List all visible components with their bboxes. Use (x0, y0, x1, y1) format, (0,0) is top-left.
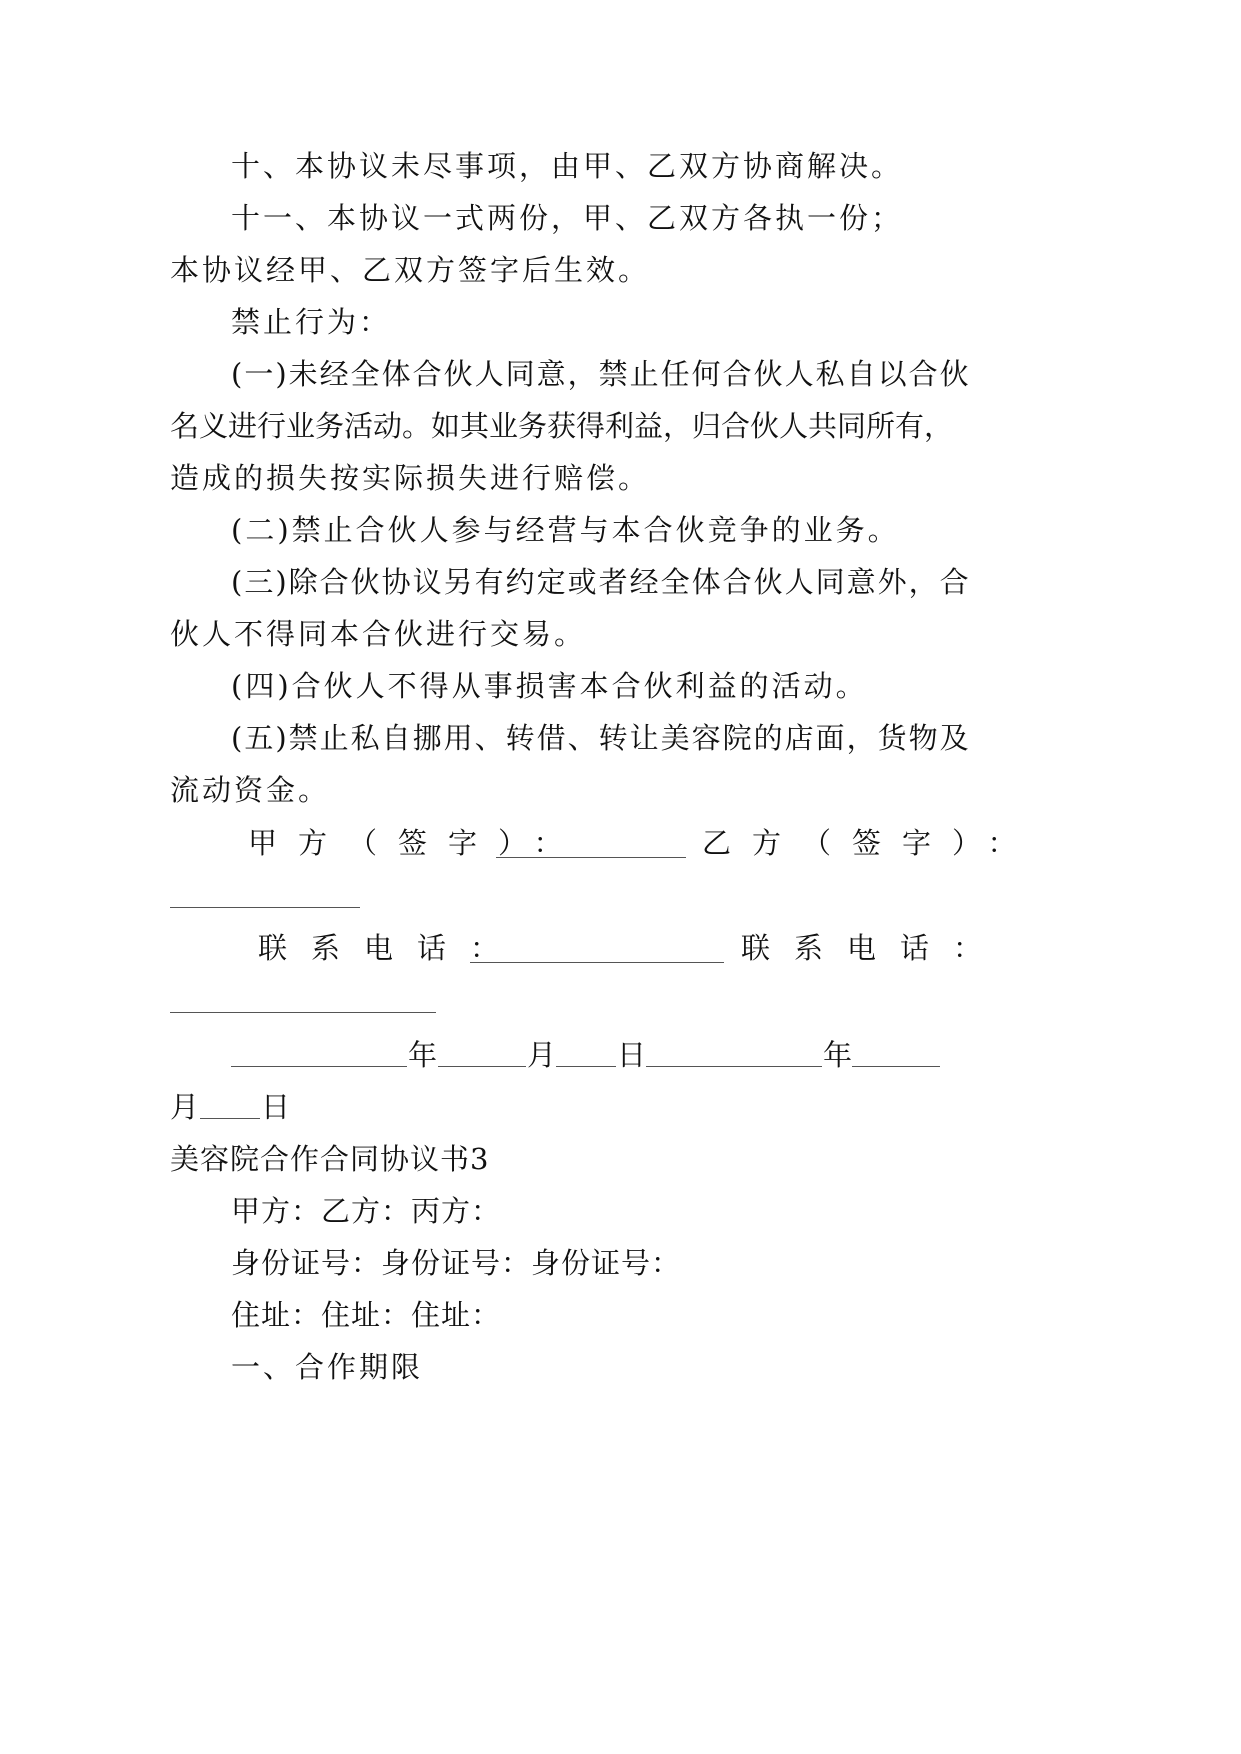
prohibition-5: (五)禁止私自挪用、转借、转让美容院的店面，货物及 (231, 721, 971, 755)
party-b-day-label: 日 (261, 1090, 291, 1124)
party-b-phone-label: 联系电话： (741, 931, 1007, 965)
party-a-day-blank (556, 1066, 616, 1067)
party-b-signature-blank (170, 907, 360, 908)
prohibited-heading: 禁止行为： (231, 305, 392, 339)
prohibition-3: (三)除合伙协议另有约定或者经全体合伙人同意外，合 (231, 565, 971, 599)
party-a-signature-blank (496, 857, 686, 858)
party-a-month-blank (438, 1066, 526, 1067)
prohibition-2: (二)禁止合伙人参与经营与本合伙竞争的业务。 (231, 513, 900, 547)
party-a-day-label: 日 (617, 1038, 647, 1072)
party-a-phone-label: 联系电话： (258, 931, 524, 965)
party-b-month-blank (852, 1066, 940, 1067)
prohibition-4: (四)合伙人不得从事损害本合伙利益的活动。 (231, 669, 868, 703)
clause-10: 十、本协议未尽事项，由甲、乙双方协商解决。 (231, 149, 904, 183)
party-b-phone-blank (170, 1012, 436, 1013)
clause-11: 十一、本协议一式两份，甲、乙双方各执一份； (231, 201, 904, 235)
party-b-signature-label: 乙方（签字）： (702, 826, 1038, 860)
prohibition-1-line2: 名义进行业务活动。如其业务获得利益，归合伙人共同所有， (170, 409, 954, 443)
agreement-3-parties: 甲方：乙方：丙方： (231, 1194, 502, 1228)
agreement-3-clause-1: 一、合作期限 (231, 1350, 424, 1384)
party-a-year-blank (231, 1066, 407, 1067)
party-b-year-label: 年 (823, 1038, 853, 1072)
party-a-signature-label: 甲方（签字）： (248, 826, 584, 860)
prohibition-5-line2: 流动资金。 (170, 773, 331, 807)
prohibition-3-line2: 伙人不得同本合伙进行交易。 (170, 617, 587, 651)
party-b-year-blank (646, 1066, 822, 1067)
party-a-year-label: 年 (408, 1038, 438, 1072)
agreement-3-title: 美容院合作合同协议书3 (170, 1142, 490, 1176)
party-b-day-blank (200, 1118, 260, 1119)
clause-11-continued: 本协议经甲、乙双方签字后生效。 (170, 253, 651, 287)
party-a-month-label: 月 (527, 1038, 557, 1072)
party-a-phone-blank (470, 962, 724, 963)
prohibition-1-line3: 造成的损失按实际损失进行赔偿。 (170, 461, 651, 495)
party-b-month-label: 月 (170, 1090, 200, 1124)
agreement-3-addresses: 住址：住址：住址： (231, 1298, 502, 1332)
agreement-3-id-numbers: 身份证号：身份证号：身份证号： (231, 1246, 682, 1280)
prohibition-1: (一)未经全体合伙人同意，禁止任何合伙人私自以合伙 (231, 357, 971, 391)
